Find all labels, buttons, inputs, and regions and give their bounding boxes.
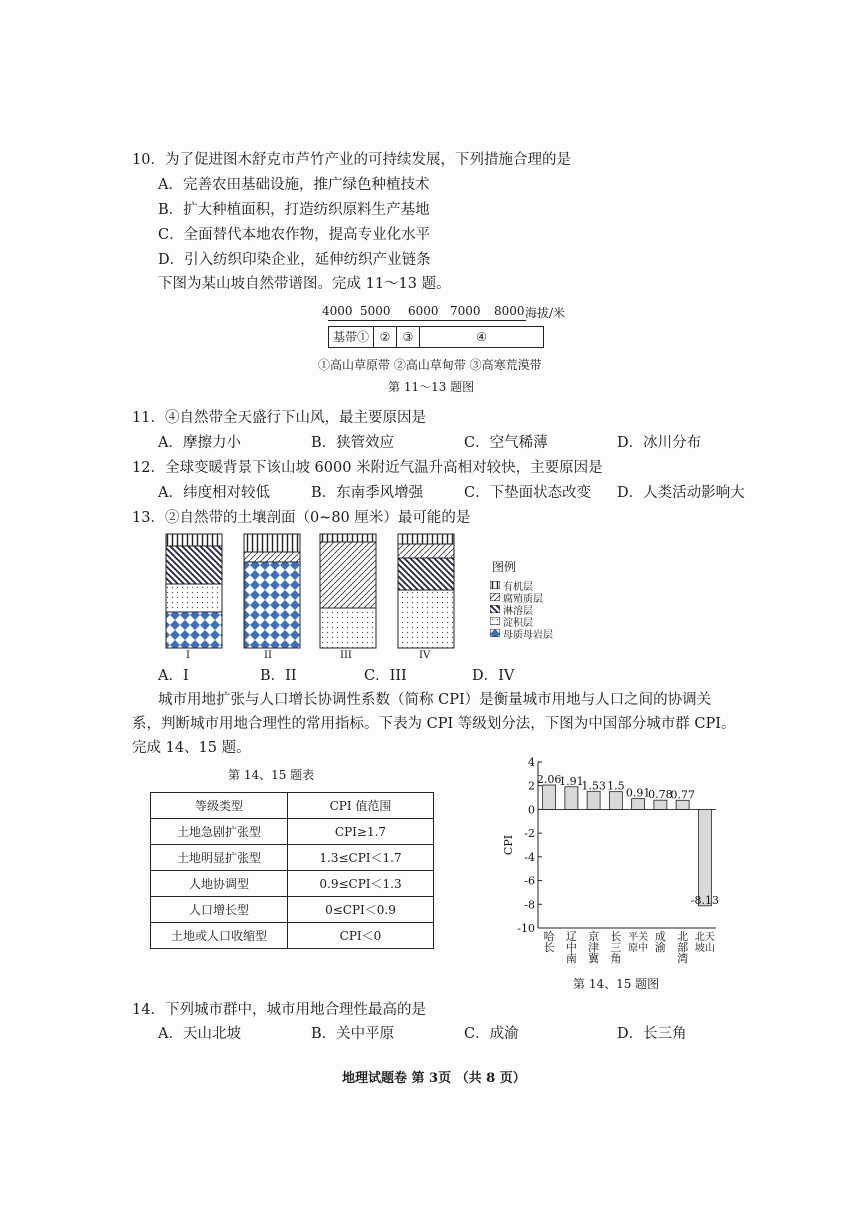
profile-label-2: II xyxy=(264,650,272,661)
x-category-label: 天山北坡 xyxy=(694,932,715,954)
chart-caption: 第 14、15 题图 xyxy=(573,977,660,991)
q10-option-b: B．扩大种植面积，打造纺织原料生产基地 xyxy=(158,202,430,218)
q14-option-c: C．成渝 xyxy=(464,1026,519,1042)
q11-option-c: C．空气稀薄 xyxy=(464,435,548,451)
bar xyxy=(609,792,622,810)
q10-option-a: A．完善农田基础设施，推广绿色种植技术 xyxy=(158,177,430,193)
table-cell: 土地或人口收缩型 xyxy=(151,923,288,949)
soil-profile-4 xyxy=(398,534,454,648)
profile-label-3: III xyxy=(340,650,352,661)
q11-option-a: A．摩擦力小 xyxy=(158,435,241,451)
q11-option-b: B．狭管效应 xyxy=(311,435,395,451)
axis-tick: 5000 xyxy=(360,304,391,318)
soil-profile-1 xyxy=(166,534,222,648)
soil-profile-2 xyxy=(244,534,300,648)
table-cell: 人地协调型 xyxy=(151,871,288,897)
table-row xyxy=(151,871,434,897)
legend-eluvial: 淋溶层 xyxy=(490,603,553,615)
table-header-cell: CPI 值范围 xyxy=(288,793,434,819)
table-cell: 人口增长型 xyxy=(151,897,288,923)
intro-14-15-line3: 完成 14、15 题。 xyxy=(132,740,251,756)
soil-legend xyxy=(490,558,553,639)
table-caption: 第 14、15 题表 xyxy=(228,768,315,782)
x-category-label: 北部湾 xyxy=(677,930,689,965)
q10-option-c: C．全面替代本地农作物，提高专业化水平 xyxy=(158,227,431,243)
table-cell: CPI＜0 xyxy=(288,923,434,949)
belt-figure-caption: 第 11～13 题图 xyxy=(388,380,475,394)
bar xyxy=(632,799,645,810)
x-category-label: 哈长 xyxy=(543,930,555,954)
table-cell: CPI≥1.7 xyxy=(288,819,434,845)
soil-profile-3 xyxy=(320,534,376,648)
profile-label-4: IV xyxy=(419,650,431,661)
belt-cell-2: ② xyxy=(374,327,397,347)
q10-option-d: D．引入纺织印染企业，延伸纺织产业链条 xyxy=(158,252,431,268)
axis-tick: 7000 xyxy=(450,304,481,318)
table-cell: 0≤CPI＜0.9 xyxy=(288,897,434,923)
legend-organic: 有机层 xyxy=(490,579,553,591)
x-category-label: 京津冀 xyxy=(588,930,600,965)
q13-option-b: B．II xyxy=(260,668,297,684)
y-tick-label: -4 xyxy=(524,850,535,864)
y-tick-label: 2 xyxy=(528,779,535,793)
axis-line xyxy=(328,320,526,321)
belt-bar xyxy=(328,326,544,348)
q14-stem: 14．下列城市群中，城市用地合理性最高的是 xyxy=(132,1002,426,1018)
bar-value-label: -8.13 xyxy=(690,893,719,907)
soil-legend-title: 图例 xyxy=(492,560,517,574)
x-category-label: 辽中南 xyxy=(565,930,577,965)
legend-illuvial: 淀积层 xyxy=(490,615,553,627)
bar-value-label: 1.5 xyxy=(607,779,625,793)
bar-value-label: 2.06 xyxy=(536,773,562,787)
table-cell: 土地明显扩张型 xyxy=(151,845,288,871)
q10-stem: 10．为了促进图木舒克市芦竹产业的可持续发展，下列措施合理的是 xyxy=(132,152,571,168)
table-row xyxy=(151,897,434,923)
bar xyxy=(698,809,711,905)
intro-14-15-line1: 城市用地扩张与人口增长协调性系数（简称 CPI）是衡量城市用地与人口之间的协调关 xyxy=(158,692,712,708)
table-cell: 土地急剧扩张型 xyxy=(151,819,288,845)
x-category-label: 成渝 xyxy=(654,930,666,954)
soil-profiles-figure xyxy=(160,530,460,670)
q13-option-d: D．IV xyxy=(472,668,515,684)
page-footer: 地理试题卷 第 3页 （共 8 页） xyxy=(342,1071,526,1086)
bar xyxy=(676,800,689,809)
y-tick-label: -2 xyxy=(524,827,535,841)
belt-cell-base: 基带① xyxy=(329,327,374,347)
axis-unit: 海拔/米 xyxy=(525,306,566,320)
table-cell: 1.3≤CPI＜1.7 xyxy=(288,845,434,871)
y-tick-label: -8 xyxy=(524,898,535,912)
legend-parent-material: 母质母岩层 xyxy=(490,627,553,639)
q13-option-c: C．III xyxy=(364,668,407,684)
y-tick-label: -10 xyxy=(517,922,535,935)
axis-tick: 6000 xyxy=(408,304,439,318)
y-tick-label: -6 xyxy=(524,874,535,888)
bar-value-label: 0.78 xyxy=(648,788,673,802)
bar xyxy=(587,791,600,809)
cpi-table xyxy=(150,792,434,949)
q12-option-c: C．下垫面状态改变 xyxy=(464,485,592,501)
intro-14-15-line2: 系，判断城市用地合理性的常用指标。下表为 CPI 等级划分法，下图为中国部分城市群 CPI。 xyxy=(132,716,736,732)
q12-stem: 12．全球变暖背景下该山坡 6000 米附近气温升高相对较快，主要原因是 xyxy=(132,460,603,476)
q13-stem: 13．②自然带的土壤剖面（0~80 厘米）最可能的是 xyxy=(132,510,471,526)
q12-option-a: A．纬度相对较低 xyxy=(158,485,270,501)
legend-humus: 腐殖质层 xyxy=(490,591,553,603)
bar-value-label: 0.77 xyxy=(670,788,695,802)
q13-option-a: A．I xyxy=(158,668,189,684)
profile-label-1: I xyxy=(186,650,190,661)
bar-value-label: 1.53 xyxy=(581,779,606,793)
x-category-label: 长三角 xyxy=(610,930,622,965)
bar-value-label: 0.91 xyxy=(625,786,651,800)
q11-stem: 11．④自然带全天盛行下山风，最主要原因是 xyxy=(132,410,426,426)
belt-cell-4: ④ xyxy=(476,330,487,344)
axis-tick: 4000 xyxy=(322,304,353,318)
q14-option-d: D．长三角 xyxy=(617,1026,687,1042)
table-row xyxy=(151,819,434,845)
intro-11-13: 下图为某山坡自然带谱图。完成 11～13 题。 xyxy=(158,276,451,292)
bar xyxy=(565,787,578,810)
q12-option-b: B．东南季风增强 xyxy=(311,485,424,501)
x-category-label: 关中平原 xyxy=(628,932,649,954)
cpi-bar-chart xyxy=(498,752,728,974)
altitude-belt-figure xyxy=(318,302,578,392)
table-row xyxy=(151,923,434,949)
belt-legend: ①高山草原带 ②高山草甸带 ③高寒荒漠带 xyxy=(318,358,542,372)
table-cell: 0.9≤CPI＜1.3 xyxy=(288,871,434,897)
y-tick-label: 4 xyxy=(528,756,535,769)
q12-option-d: D．人类活动影响大 xyxy=(617,485,745,501)
q14-option-b: B．关中平原 xyxy=(311,1026,395,1042)
axis-tick: 8000 xyxy=(494,304,525,318)
q11-option-d: D．冰川分布 xyxy=(617,435,702,451)
bar xyxy=(543,785,556,809)
table-header-cell: 等级类型 xyxy=(151,793,288,819)
table-header-row xyxy=(151,793,434,819)
q14-option-a: A．天山北坡 xyxy=(158,1026,241,1042)
bar xyxy=(654,800,667,809)
table-row xyxy=(151,845,434,871)
bar-value-label: 1.91 xyxy=(559,774,584,788)
y-tick-label: 0 xyxy=(528,803,535,817)
belt-cell-3: ③ xyxy=(397,327,420,347)
y-axis-label: CPI xyxy=(502,834,515,856)
